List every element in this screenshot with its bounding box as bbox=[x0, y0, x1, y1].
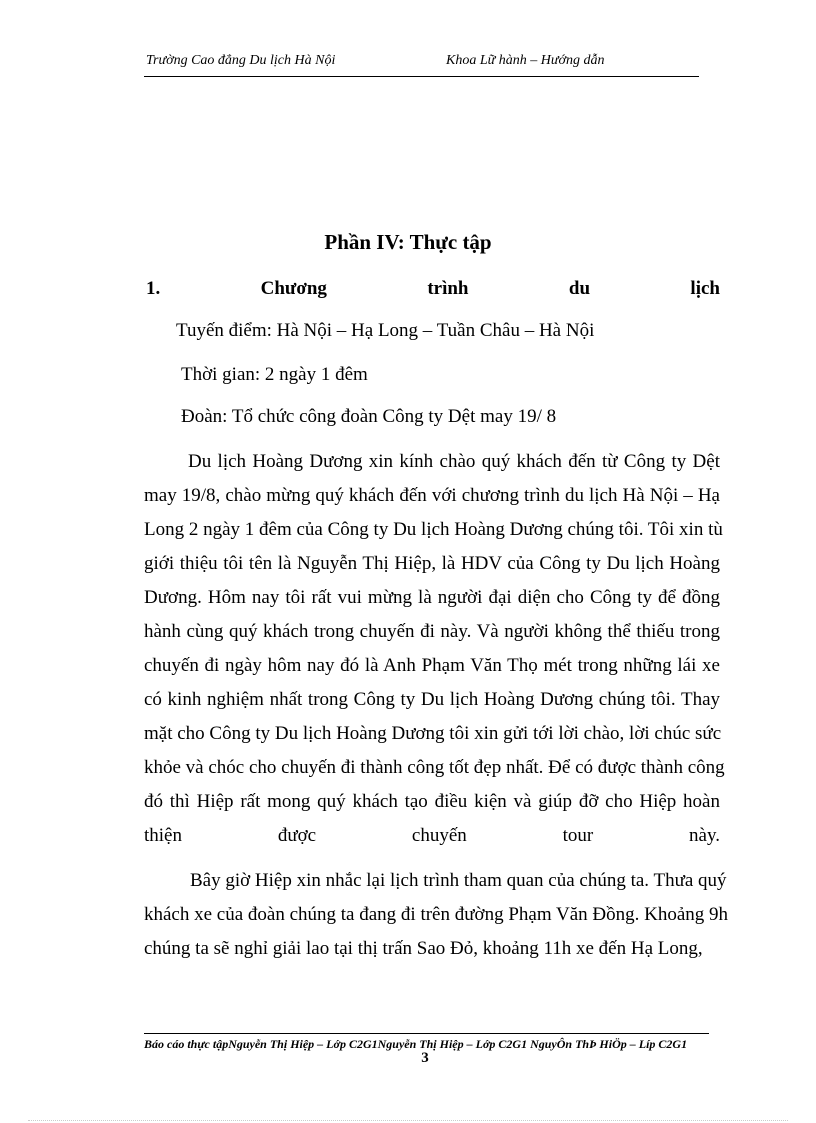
paragraph-2-line: Bây giờ Hiệp xin nhắc lại lịch trình tham quan của chúng ta. Thưa quý bbox=[190, 870, 727, 891]
header-faculty-name: Khoa Lữ hành – Hướng dẫn bbox=[446, 53, 605, 68]
section-title: Phần IV: Thực tập bbox=[324, 230, 492, 254]
section-1-number: 1. bbox=[146, 278, 161, 299]
paragraph-1-line: Dương. Hôm nay tôi rất vui mừng là người đại diện cho Công ty để đồng bbox=[144, 587, 720, 608]
page-header bbox=[144, 52, 699, 77]
header-school-name: Trường Cao đẳng Du lịch Hà Nội bbox=[146, 53, 336, 68]
paragraph-1-line: hành cùng quý khách trong chuyến đi này. Và người không thể thiếu trong bbox=[144, 621, 720, 642]
paragraph-1-line: chuyến đi ngày hôm nay đó là Anh Phạm Văn Thọ mét trong những lái xe bbox=[144, 655, 720, 676]
paragraph-1-line: Long 2 ngày 1 đêm của Công ty Du lịch Hoàng Dương chúng tôi. Tôi xin tù bbox=[144, 519, 723, 540]
paragraph-2-line: khách xe của đoàn chúng ta đang đi trên đường Phạm Văn Đồng. Khoảng 9h bbox=[144, 904, 729, 925]
section-1-word: lịch bbox=[690, 278, 720, 299]
page-number: 3 bbox=[421, 1050, 429, 1066]
info-route: Tuyến điểm: Hà Nội – Hạ Long – Tuần Châu – Hà Nội bbox=[176, 320, 595, 341]
info-group: Đoàn: Tổ chức công đoàn Công ty Dệt may 19/ 8 bbox=[181, 406, 557, 427]
paragraph-1-line: có kinh nghiệm nhất trong Công ty Du lịch Hoàng Dương chúng tôi. Thay bbox=[144, 689, 720, 710]
page-footer: Báo cáo thực tậpNguyễn Thị Hiệp – Lớp C2G1Nguyễn Thị Hiệp – Lớp C2G1 NguyÔn ThÞ HiÖp – Líp C2G1 bbox=[144, 1037, 688, 1051]
paragraph-1-line: thiện được chuyến tour này. bbox=[144, 825, 720, 846]
paragraph-1-line: đó thì Hiệp rất mong quý khách tạo điều kiện và giúp đỡ cho Hiệp hoàn bbox=[144, 791, 720, 812]
paragraph-2-line: chúng ta sẽ nghỉ giải lao tại thị trấn Sao Đỏ, khoảng 11h xe đến Hạ Long, bbox=[144, 938, 703, 959]
paragraph-1-line: may 19/8, chào mừng quý khách đến với chương trình du lịch Hà Nội – Hạ bbox=[144, 485, 720, 506]
paragraph-1-line: khỏe và chóc cho chuyến đi thành công tốt đẹp nhất. Để có được thành công bbox=[144, 757, 725, 778]
section-1-word: Chương bbox=[260, 278, 327, 299]
section-1-word: du bbox=[568, 278, 591, 299]
paragraph-1-line: giới thiệu tôi tên là Nguyễn Thị Hiệp, là HDV của Công ty Du lịch Hoàng bbox=[144, 553, 720, 574]
info-duration: Thời gian: 2 ngày 1 đêm bbox=[181, 364, 368, 385]
section-1-heading bbox=[146, 278, 720, 304]
footer-rule bbox=[144, 1033, 709, 1034]
paragraph-1-line: Du lịch Hoàng Dương xin kính chào quý khách đến từ Công ty Dệt bbox=[188, 451, 720, 472]
section-1-word: trình bbox=[427, 278, 469, 299]
page-bottom-dotted-line bbox=[28, 1120, 788, 1121]
paragraph-1-line: mặt cho Công ty Du lịch Hoàng Dương tôi xin gửi tới lời chào, lời chúc sức bbox=[144, 723, 722, 744]
